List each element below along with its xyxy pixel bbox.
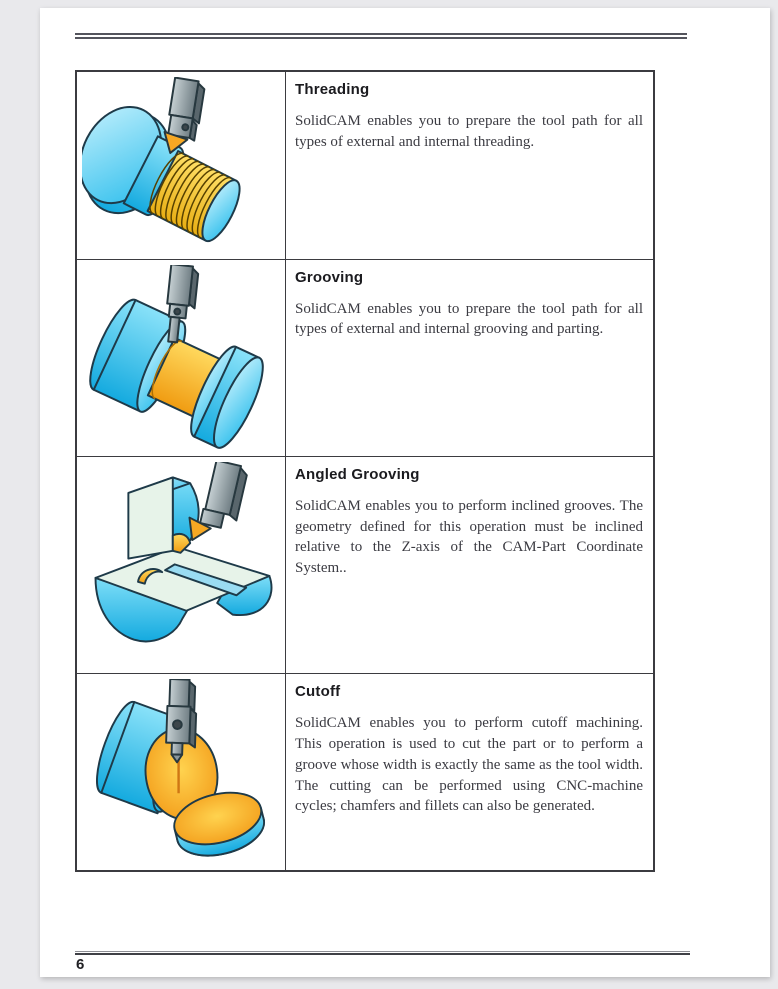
angled-grooving-text-cell (286, 457, 653, 673)
row-description: SolidCAM enables you to perform inclined grooves. The geometry defined for this operation must be inclined relative to the Z-axis of the CAM-Part Coordinate System.. (295, 498, 643, 577)
threading-illustration (82, 77, 280, 257)
row-title: Grooving (295, 268, 364, 286)
angled-grooving-image-cell (77, 457, 286, 673)
table-row-cutoff (77, 674, 653, 870)
cutoff-text-cell (286, 674, 653, 870)
cutoff-image-cell (77, 674, 286, 870)
document-page (40, 8, 770, 977)
grooving-image-cell (77, 260, 286, 457)
cutoff-illustration (82, 679, 280, 865)
row-title: Threading (295, 81, 370, 98)
threading-image-cell (77, 72, 286, 259)
grooving-text-cell (286, 260, 653, 457)
header-rule (75, 33, 687, 39)
table-row-threading (77, 72, 653, 260)
row-description: SolidCAM enables you to prepare the tool path for all types of external and internal grooving and parting. (295, 300, 643, 338)
row-description: SolidCAM enables you to prepare the tool path for all types of external and internal threading. (295, 113, 643, 150)
angled-grooving-illustration (82, 462, 280, 660)
table-row-angled-grooving (77, 457, 653, 674)
table-row-grooving (77, 260, 653, 458)
footer-rule (75, 951, 690, 955)
grooving-illustration (82, 265, 280, 455)
row-title: Angled Grooving (295, 466, 420, 484)
row-description: SolidCAM enables you to perform cutoff machining. This operation is used to cut the part or to perform a groove whose width is exactly the same as the tool width. The cutting can be performed using CNC-machine cycles; chamfers and fillets can also be generated. (295, 715, 643, 815)
page-number: 6 (76, 956, 85, 973)
threading-text-cell (286, 72, 653, 259)
row-title: Cutoff (295, 683, 341, 701)
operations-table (75, 70, 655, 872)
